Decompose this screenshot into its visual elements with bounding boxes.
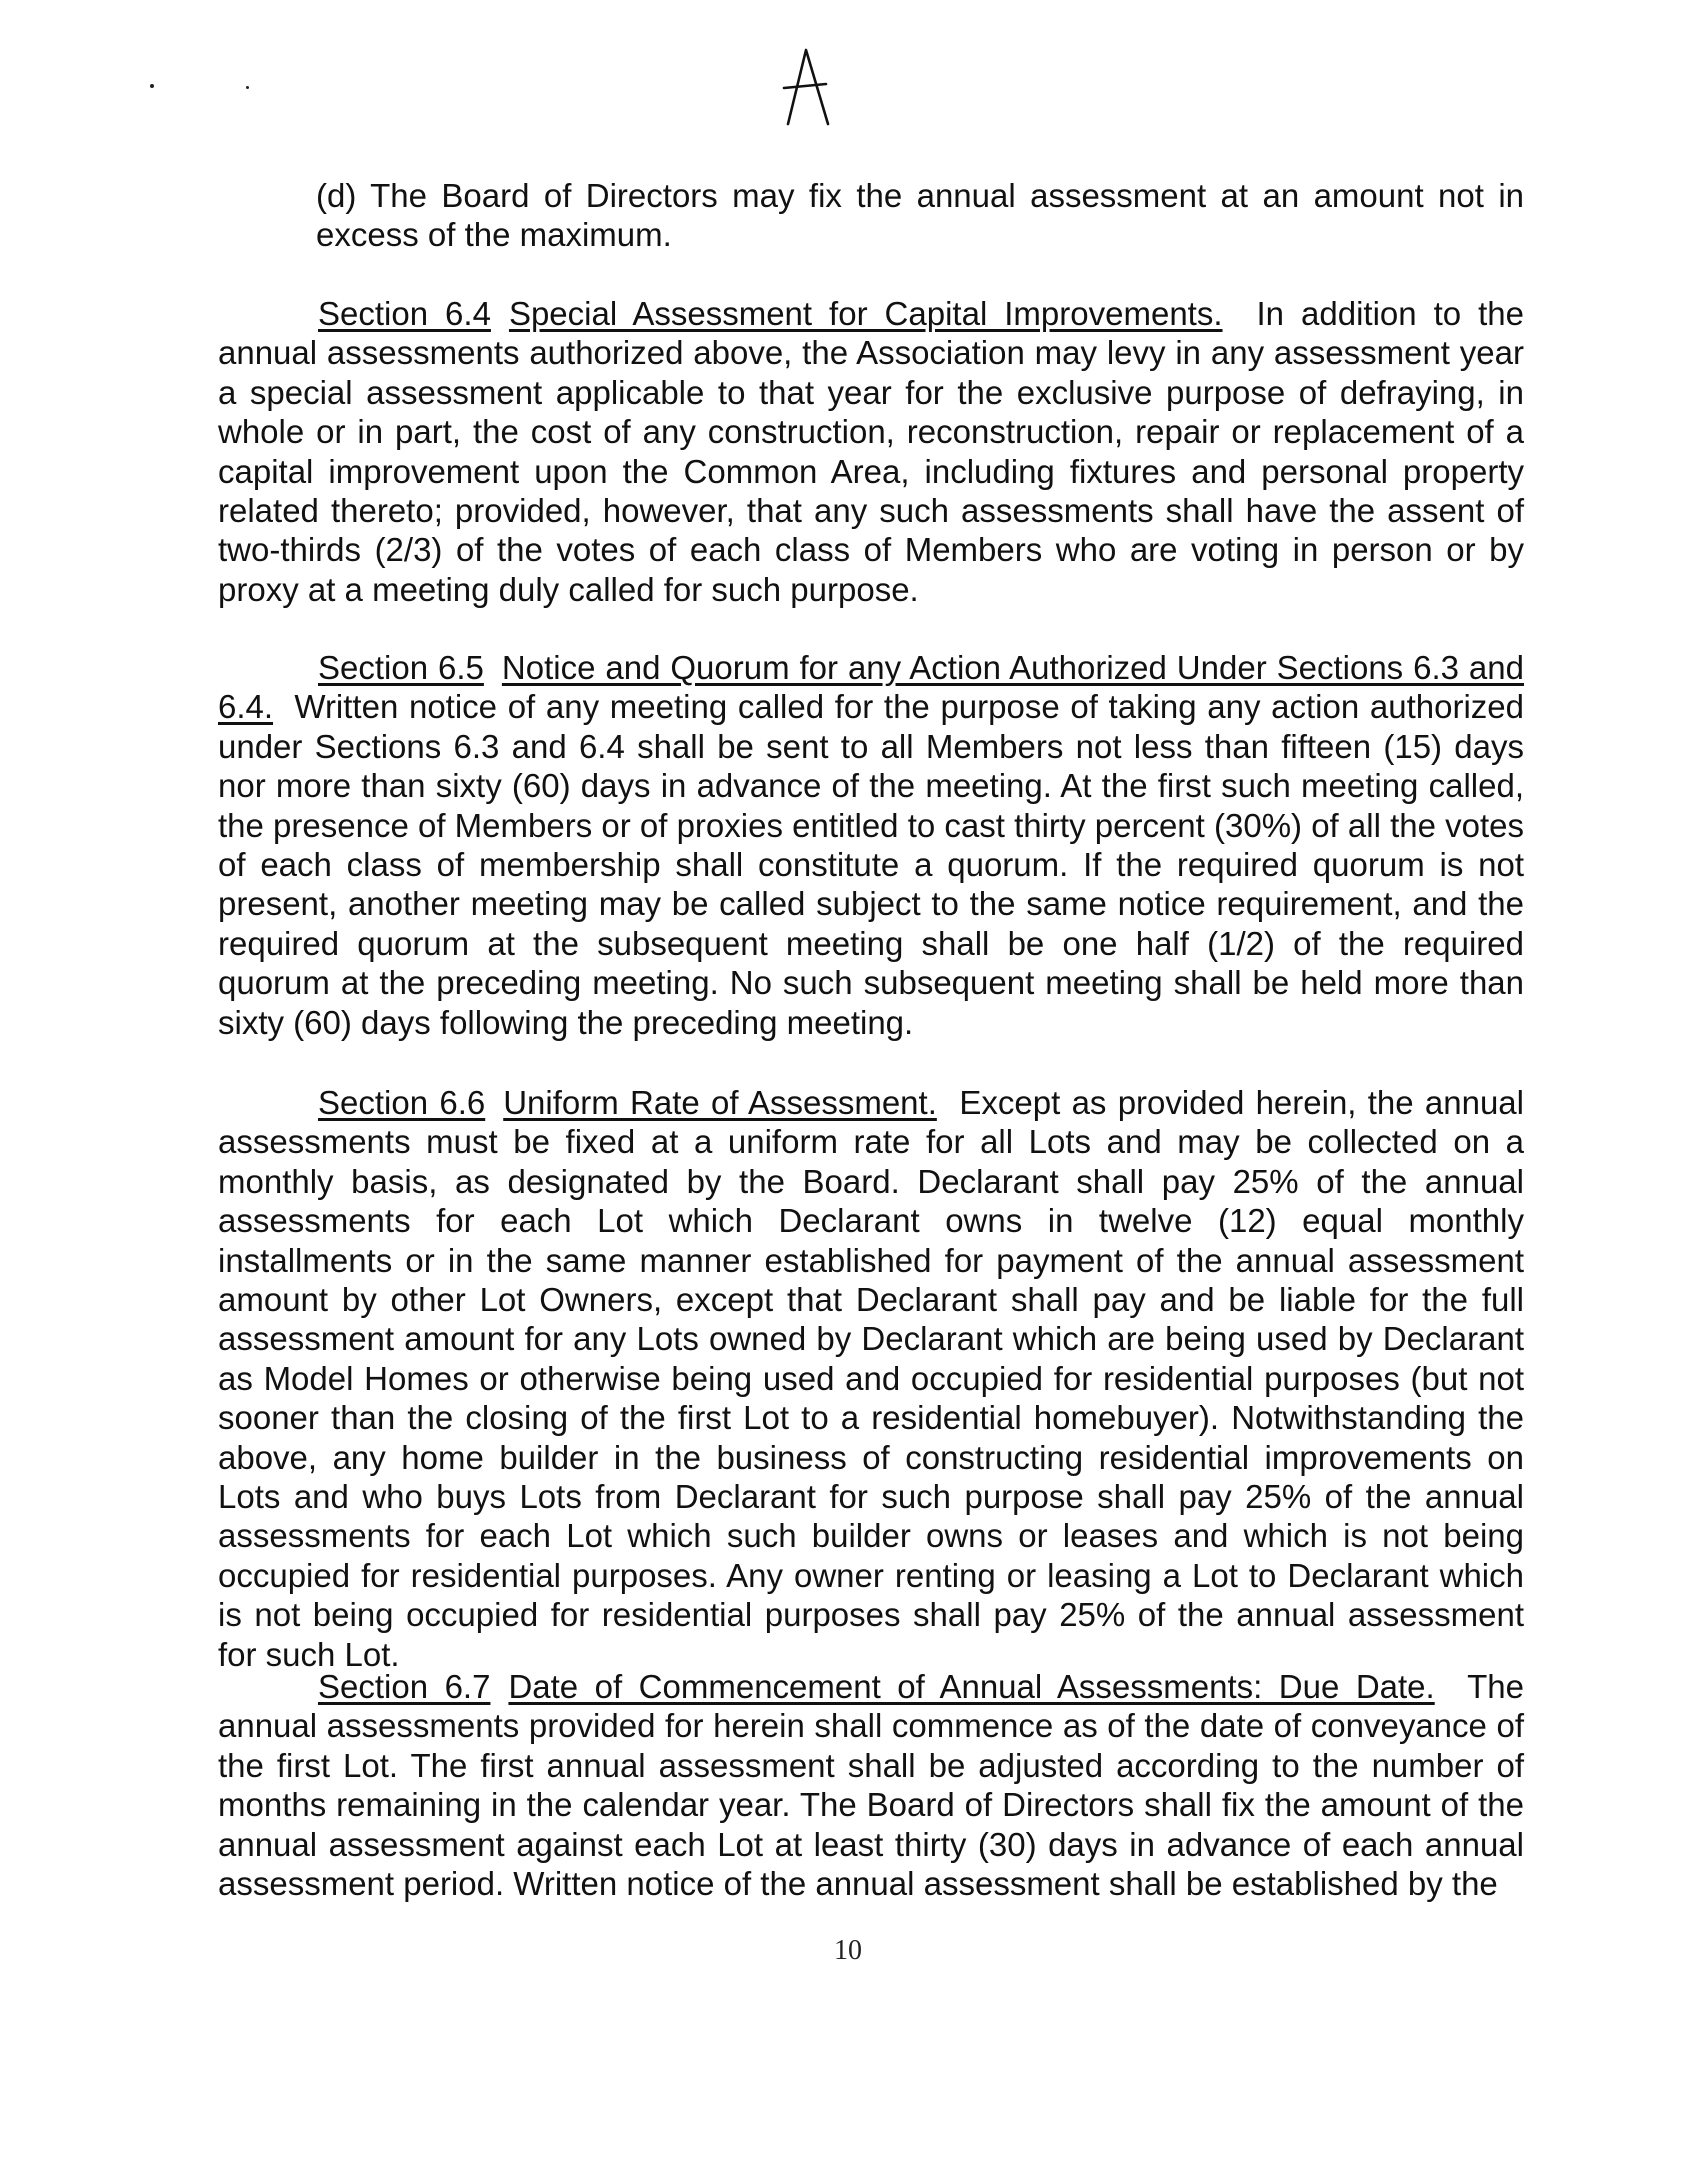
handwritten-page-mark xyxy=(782,44,834,128)
section-6-7 xyxy=(218,1667,1524,1903)
section-6-6 xyxy=(218,1083,1524,1674)
page-number: 10 xyxy=(834,1935,862,1966)
section-title: Uniform Rate of Assessment. xyxy=(503,1084,937,1121)
section-number: Section 6.5 xyxy=(318,649,484,686)
section-title: Notice and Quorum for any Action Authorized Under Sections 6.3 and 6.4. xyxy=(218,649,1524,726)
scan-speck xyxy=(246,86,249,89)
section-body: Except as provided herein, the annual assessments must be fixed at a uniform rate for all Lots and may be collected on a monthly basis, as designated by the Board. Declarant shall pay 25% of the annual assessments for each Lot which Declarant owns in twelve (12) equal monthly installments or in the same manner established for payment of the annual assessment amount by other Lot Owners, except that Declarant shall pay and be liable for the full assessment amount for any Lots owned by Declarant which are being used by Declarant as Model Homes or otherwise being used and occupied for residential purposes (but not sooner than the closing of the first Lot to a residential homebuyer). Notwithstanding the above, any home builder in the business of constructing residential improvements on Lots and who buys Lots from Declarant for such purpose shall pay 25% of the annual assessments for each Lot which such builder owns or leases and which is not being occupied for residential purposes. Any owner renting or leasing a Lot to Declarant which is not being occupied for residential purposes shall pay 25% of the annual assessment for such Lot. xyxy=(218,1084,1524,1673)
section-title: Date of Commencement of Annual Assessments: Due Date. xyxy=(508,1668,1435,1705)
section-body: Written notice of any meeting called for the purpose of taking any action authorized under Sections 6.3 and 6.4 shall be sent to all Members not less than fifteen (15) days nor more than sixty (60) days in advance of the meeting. At the first such meeting called, the presence of Members or of proxies entitled to cast thirty percent (30%) of all the votes of each class of membership shall constitute a quorum. If the required quorum is not present, another meeting may be called subject to the same notice requirement, and the required quorum at the subsequent meeting shall be one half (1/2) of the required quorum at the preceding meeting. No such subsequent meeting shall be held more than sixty (60) days following the preceding meeting. xyxy=(218,688,1524,1041)
section-number: Section 6.7 xyxy=(318,1668,491,1705)
section-6-4 xyxy=(218,294,1524,609)
section-6-5 xyxy=(218,648,1524,1042)
paragraph-d: (d) The Board of Directors may fix the annual assessment at an amount not in excess of the maximum. xyxy=(316,177,1524,254)
section-number: Section 6.6 xyxy=(318,1084,486,1121)
scan-speck xyxy=(150,84,154,88)
section-number: Section 6.4 xyxy=(318,295,491,332)
section-title: Special Assessment for Capital Improvements. xyxy=(508,295,1223,332)
section-body: The annual assessments provided for herein shall commence as of the date of conveyance of the first Lot. The first annual assessment shall be adjusted according to the number of months remaining in the calendar year. The Board of Directors shall fix the amount of the annual assessment against each Lot at least thirty (30) days in advance of each annual assessment period. Written notice of the annual assessment shall be established by the xyxy=(218,1668,1524,1903)
section-body: In addition to the annual assessments authorized above, the Association may levy in any assessment year a special assessment applicable to that year for the exclusive purpose of defraying, in whole or in part, the cost of any construction, reconstruction, repair or replacement of a capital improvement upon the Common Area, including fixtures and personal property related thereto; provided, however, that any such assessments shall have the assent of two-thirds (2/3) of the votes of each class of Members who are voting in person or by proxy at a meeting duly called for such purpose. xyxy=(218,295,1524,608)
